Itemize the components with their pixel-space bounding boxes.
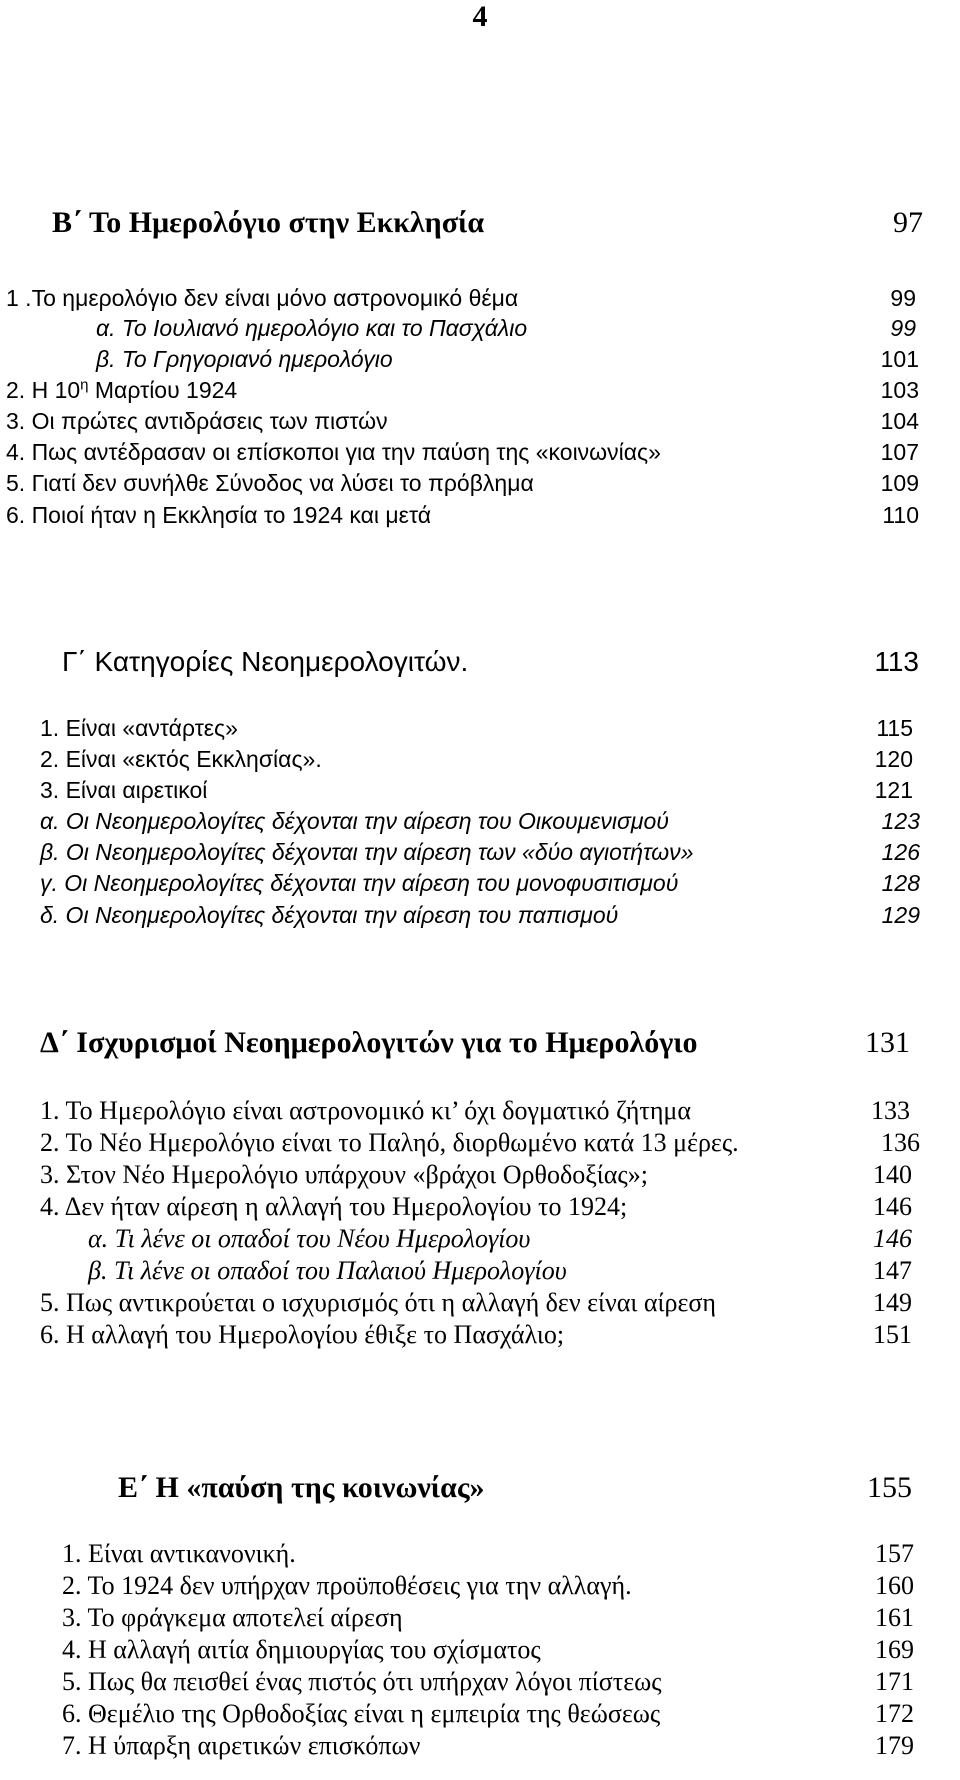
toc-entry (6, 374, 919, 406)
toc-entry-page: 120 (874, 746, 913, 772)
toc-entry-page: 160 (875, 1571, 914, 1600)
toc-entry (62, 1634, 914, 1666)
toc-entry-text: δ. Οι Νεοημερολογίτες δέχονται την αίρεση του παπισμού (40, 902, 619, 928)
toc-subentry (40, 867, 920, 899)
toc-entry (6, 282, 916, 314)
toc-subentry (96, 343, 919, 375)
toc-entry (40, 774, 913, 806)
toc-entry-page: 171 (875, 1667, 914, 1696)
toc-entry-text: 1. Το Ημερολόγιο είναι αστρονομικό κι’ όχι δογματικό ζήτημα (40, 1096, 691, 1125)
section-page: 155 (867, 1471, 912, 1504)
toc-entry-page: 157 (875, 1539, 914, 1568)
toc-entry (62, 1570, 914, 1602)
toc-subentry (88, 1255, 912, 1287)
toc-entry-text: 6. Θεμέλιο της Ορθοδοξίας είναι η εμπειρία της θεώσεως (62, 1699, 661, 1728)
toc-entry-text: 2. Το Νέο Ημερολόγιο είναι το Παληό, διορθωμένο κατά 13 μέρες. (40, 1128, 739, 1157)
toc-subentry (40, 805, 920, 837)
section-page: 97 (893, 206, 923, 239)
toc-entry (62, 1698, 914, 1730)
toc-entry-page: 140 (873, 1160, 912, 1189)
toc-entry (40, 1159, 912, 1191)
toc-subentry (40, 836, 920, 868)
toc-entry-text: 5. Πως θα πεισθεί ένας πιστός ότι υπήρχαν λόγοι πίστεως (62, 1667, 662, 1696)
toc-entry-text: 5. Πως αντικρούεται ο ισχυρισμός ότι η αλλαγή δεν είναι αίρεση (40, 1288, 716, 1317)
toc-entry-text: 3. Είναι αιρετικοί (40, 777, 208, 803)
section-heading-e (118, 1472, 912, 1504)
toc-entry-text: 2. Είναι «εκτός Εκκλησίας». (40, 746, 322, 772)
toc-entry (6, 467, 919, 499)
toc-entry-text: 1. Είναι «αντάρτες» (40, 715, 238, 741)
toc-entry (62, 1538, 914, 1570)
section-heading-b (52, 207, 923, 239)
toc-entry-text: 2. Η $10^\eta$ Μαρτίου 1924 (6, 376, 238, 403)
toc-entry (62, 1730, 914, 1762)
toc-entry-text: 4. Δεν ήταν αίρεση η αλλαγή του Ημερολογίου το 1924; (40, 1192, 628, 1221)
toc-entry-text: 1. Είναι αντικανονική. (62, 1539, 296, 1568)
toc-entry-text: 3. Στον Νέο Ημερολόγιο υπάρχουν «βράχοι Ορθοδοξίας»; (40, 1160, 648, 1189)
toc-entry-page: 149 (873, 1288, 912, 1317)
toc-entry-text: 7. Η ύπαρξη αιρετικών επισκόπων (62, 1731, 421, 1760)
section-heading-d (40, 1027, 910, 1059)
toc-entry-text: 3. Το φράγκεμα αποτελεί αίρεση (62, 1603, 403, 1632)
section-title: Γ΄ Κατηγορίες Νεοημερολογιτών. (62, 646, 469, 677)
toc-entry-page: 169 (875, 1635, 914, 1664)
toc-entry-page: 107 (880, 439, 919, 465)
toc-subentry (96, 312, 916, 344)
toc-entry (40, 712, 913, 744)
toc-entry-page: 151 (873, 1320, 912, 1349)
toc-entry-text: 4. Πως αντέδρασαν οι επίσκοποι για την παύση της «κοινωνίας» (6, 439, 661, 465)
toc-entry (62, 1602, 914, 1634)
toc-entry-page: 115 (876, 715, 913, 741)
section-page: 131 (865, 1026, 910, 1059)
toc-entry-page: 147 (873, 1256, 912, 1285)
toc-entry (40, 743, 913, 775)
toc-entry-page: 123 (881, 808, 920, 834)
toc-entry-page: 146 (873, 1224, 912, 1253)
toc-entry-page: 121 (874, 777, 913, 803)
toc-entry-page: 104 (880, 408, 919, 434)
toc-entry-text: 6. Ποιοί ήταν η Εκκλησία το 1924 και μετά (6, 502, 431, 528)
toc-entry-text: 3. Οι πρώτες αντιδράσεις των πιστών (6, 408, 388, 434)
toc-entry-text: β. Τι λένε οι οπαδοί του Παλαιού Ημερολογίου (88, 1256, 567, 1285)
page-number: 4 (472, 0, 488, 33)
toc-entry-page: 126 (881, 839, 920, 865)
toc-entry (40, 1095, 910, 1127)
toc-entry (6, 499, 919, 531)
toc-entry-text: 1 .Το ημερολόγιο δεν είναι μόνο αστρονομικό θέμα (6, 285, 519, 311)
section-title: Ε΄ Η «παύση της κοινωνίας» (118, 1471, 485, 1504)
toc-entry-text: γ. Οι Νεοημερολογίτες δέχονται την αίρεση του μονοφυσιτισμού (40, 870, 679, 896)
toc-entry-page: 133 (871, 1096, 910, 1125)
toc-subentry (88, 1223, 912, 1255)
toc-entry-page: 99 (890, 315, 916, 341)
toc-entry-text: α. Οι Νεοημερολογίτες δέχονται την αίρεση του Οικουμενισμού (40, 808, 669, 834)
toc-entry-text: β. Οι Νεοημερολογίτες δέχονται την αίρεση των «δύο αγιοτήτων» (40, 839, 694, 865)
toc-entry-text: α. Τι λένε οι οπαδοί του Νέου Ημερολογίου (88, 1224, 531, 1253)
section-page: 113 (874, 646, 919, 677)
toc-entry-text: β. Το Γρηγοριανό ημερολόγιο (96, 346, 393, 372)
toc-entry (6, 436, 919, 468)
toc-entry-page: 110 (882, 502, 919, 528)
toc-entry-text: 5. Γιατί δεν συνήλθε Σύνοδος να λύσει το πρόβλημα (6, 470, 534, 496)
toc-entry (40, 1191, 912, 1223)
toc-entry (6, 405, 919, 437)
toc-entry-page: 99 (890, 285, 916, 311)
toc-entry (40, 1319, 912, 1351)
toc-subentry (40, 899, 920, 931)
toc-entry-page: 109 (880, 470, 919, 496)
toc-entry-page: 146 (873, 1192, 912, 1221)
toc-entry (40, 1287, 912, 1319)
toc-entry-page: 129 (881, 902, 920, 928)
toc-entry-page: 179 (875, 1731, 914, 1760)
section-heading-g (62, 646, 919, 678)
section-title: Δ΄ Ισχυρισμοί Νεοημερολογιτών για το Ημερολόγιο (40, 1026, 698, 1059)
toc-entry (40, 1127, 920, 1159)
toc-entry-text: 6. Η αλλαγή του Ημερολογίου έθιξε το Πασχάλιο; (40, 1320, 565, 1349)
toc-entry-page: 161 (875, 1603, 914, 1632)
toc-entry-page: 128 (881, 870, 920, 896)
toc-entry (62, 1666, 914, 1698)
toc-entry-text: 2. Το 1924 δεν υπήρχαν προϋποθέσεις για την αλλαγή. (62, 1571, 632, 1600)
section-title: Β΄ Το Ημερολόγιο στην Εκκλησία (52, 206, 485, 239)
toc-entry-page: 136 (881, 1128, 920, 1157)
toc-entry-text: α. Το Ιουλιανό ημερολόγιο και το Πασχάλιο (96, 315, 528, 341)
toc-entry-page: 101 (880, 346, 919, 372)
toc-entry-page: 172 (875, 1699, 914, 1728)
toc-entry-text: 4. Η αλλαγή αιτία δημιουργίας του σχίσματος (62, 1635, 541, 1664)
toc-entry-page: 103 (880, 377, 919, 403)
